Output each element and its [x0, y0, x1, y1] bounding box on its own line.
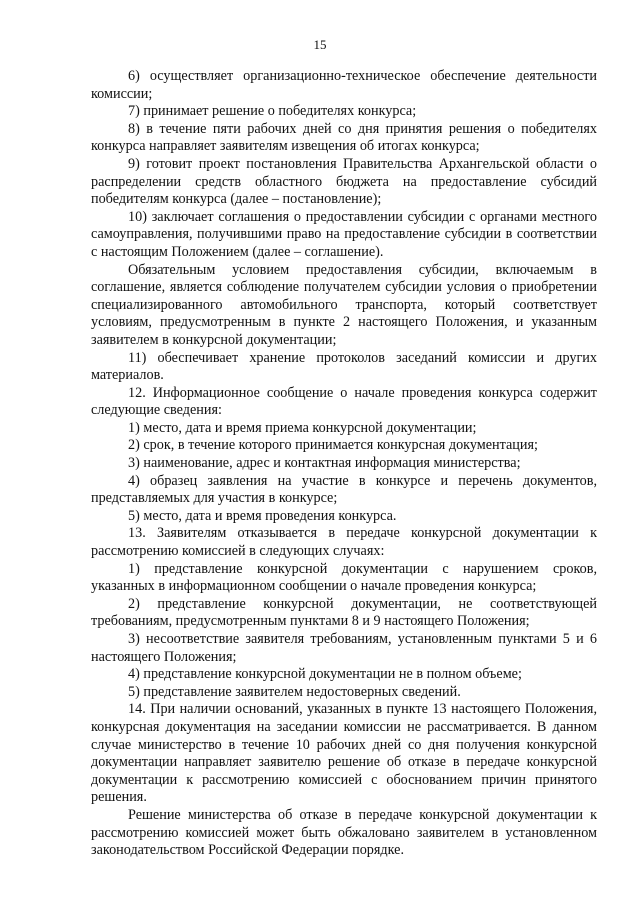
paragraph-13-item-3: 3) несоответствие заявителя требованиям, установленным пунктами 5 и 6 настоящего Положения;	[91, 631, 597, 665]
paragraph-12-item-2: 2) срок, в течение которого принимается конкурсная документация;	[128, 437, 538, 454]
paragraph-12-item-1: 1) место, дата и время приема конкурсной документации;	[128, 419, 477, 436]
paragraph-item-9-draft-resolution: 9) готовит проект постановления Правительства Архангельской области о распределении средств областного бюджета на предоставление субсидий победителям конкурса (далее – постановление);	[91, 155, 597, 208]
document-body	[91, 68, 597, 860]
paragraph-12-item-4: 4) образец заявления на участие в конкурсе и перечень документов, представляемых для участия в конкурсе;	[91, 472, 597, 507]
paragraph-mandatory-condition: Обязательным условием предоставления субсидии, включаемым в соглашение, является соблюдение получателем субсидии условия о приобретении специализированного автомобильного транспорта, который соответствует условиям, предусмотренным в пункте 2 настоящего Положения, и указанным заявителем в конкурсной документации;	[91, 261, 597, 348]
paragraph-item-7-winners-decision: 7) принимает решение о победителях конкурса;	[128, 103, 417, 120]
paragraph-section-14: 14. При наличии оснований, указанных в пункте 13 настоящего Положения, конкурсная документация на заседании комиссии не рассматривается. В данном случае министерство в течение 10 рабочих дней со дня получения конкурсной документации направляет заявителю решение об отказе в передаче конкурсной документации к рассмотрению комиссией с обоснованием причин принятого решения.	[91, 701, 597, 806]
page-number: 15	[313, 37, 327, 52]
paragraph-section-12: 12. Информационное сообщение о начале проведения конкурса содержит следующие сведения:	[91, 384, 597, 419]
paragraph-appeal: Решение министерства об отказе в передаче конкурсной документации к рассмотрению комиссией может быть обжаловано заявителем в установленном законодательством Российской Федерации порядке.	[91, 806, 597, 859]
paragraph-section-13: 13. Заявителям отказывается в передаче конкурсной документации к рассмотрению комиссией в следующих случаях:	[91, 525, 597, 560]
paragraph-item-6-commission-support: 6) осуществляет организационно-техническое обеспечение деятельности комиссии;	[91, 68, 597, 102]
paragraph-item-10-agreements: 10) заключает соглашения о предоставлении субсидии с органами местного самоуправления, получившими право на предоставление субсидии в соответствии с настоящим Положением (далее – соглашение).	[91, 208, 597, 260]
paragraph-item-11-storage: 11) обеспечивает хранение протоколов заседаний комиссии и других материалов.	[91, 349, 597, 384]
paragraph-12-item-5: 5) место, дата и время проведения конкурса.	[128, 507, 397, 524]
paragraph-13-item-5: 5) представление заявителем недостоверных сведений.	[128, 683, 461, 700]
paragraph-13-item-4: 4) представление конкурсной документации не в полном объеме;	[128, 666, 522, 683]
paragraph-item-8-notifications: 8) в течение пяти рабочих дней со дня принятия решения о победителях конкурса направляет заявителям извещения об итогах конкурса;	[91, 120, 597, 155]
paragraph-13-item-2: 2) представление конкурсной документации, не соответствующей требованиям, предусмотренным пунктами 8 и 9 настоящего Положения;	[91, 595, 597, 630]
paragraph-12-item-3: 3) наименование, адрес и контактная информация министерства;	[128, 455, 521, 472]
paragraph-13-item-1: 1) представление конкурсной документации с нарушением сроков, указанных в информационном сообщении о начале проведения конкурса;	[91, 560, 597, 595]
